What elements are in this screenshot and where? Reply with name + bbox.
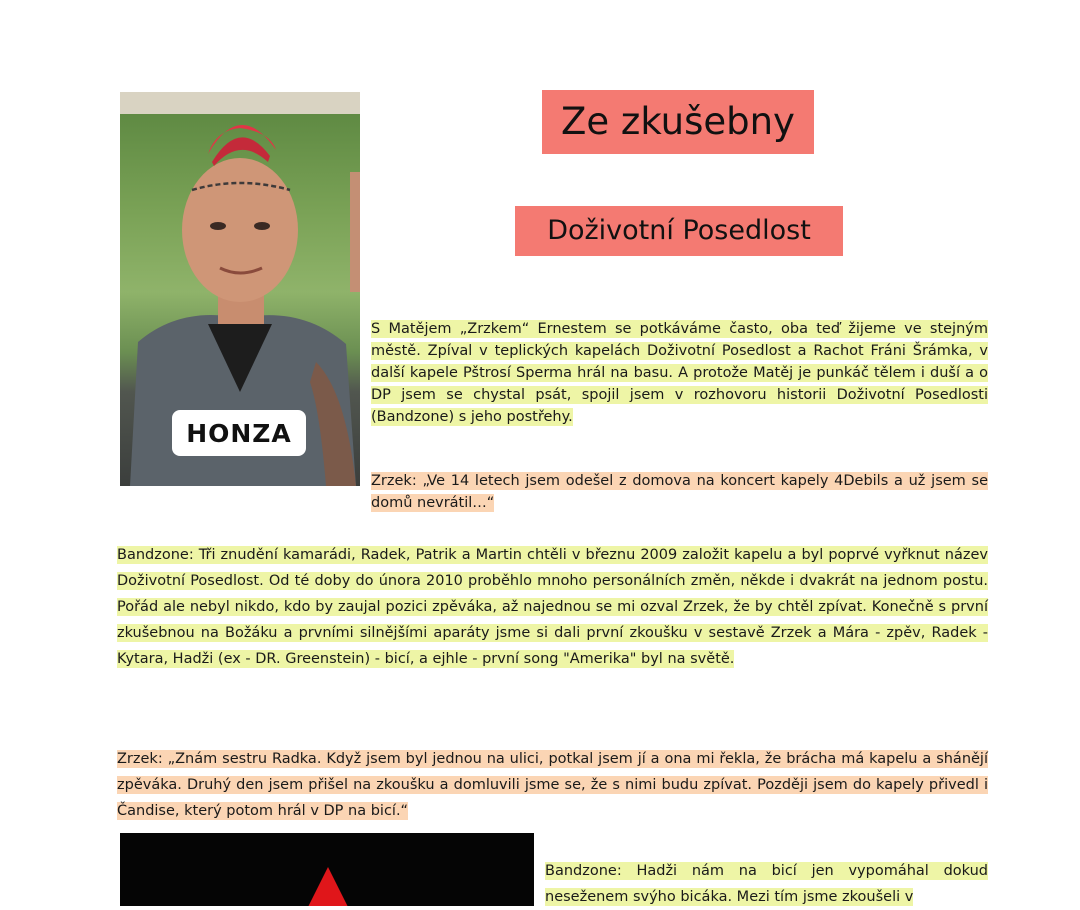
- photo-bg-person: [350, 172, 360, 292]
- bandzone-text-1: Bandzone: Tři znudění kamarádi, Radek, Patrik a Martin chtěli v březnu 2009 založit kapelu a byl poprvé vyřknut název Doživotní Posedlost. Od té doby do února 2010 proběhlo mnoho personálních změn, někde i dvakrát na jednom postu. Pořád ale nebyl nikdo, kdo by zaujal pozici zpěváka, až najednou se mi ozval Zrzek, že by chtěl zpívat. Konečně s první zkušebnou na Božáku a prvními silnějšími aparáty jsme si dali první zkoušku v sestavě Zrzek a Mára - zpěv, Radek - Kytara, Hadži (ex - DR. Greenstein) - bicí, a ejhle - první song "Amerika" byl na světě.: [117, 547, 988, 667]
- red-triangle-shape: [304, 867, 352, 906]
- quote-text-2: Zrzek: „Znám sestru Radka. Když jsem byl jednou na ulici, potkal jsem jí a ona mi řekla, že brácha má kapelu a shánějí zpěváka. Druhý den jsem přišel na zkoušku a domluvili jsme se, že s nimi budu zpívat. Později jsem do kapely přivedl i Čandise, který potom hrál v DP na bicí.“: [117, 751, 988, 819]
- page-subtitle: Doživotní Posedlost: [515, 206, 843, 256]
- bandzone-paragraph-1: [117, 542, 988, 672]
- bandzone-paragraph-2: [545, 858, 988, 910]
- band-logo-image: [120, 833, 534, 906]
- head-shape: [182, 158, 298, 302]
- intro-text: S Matějem „Zrzkem“ Ernestem se potkáváme často, oba teď žijeme ve stejným městě. Zpíval v teplických kapelách Doživotní Posedlost a Rachot Fráni Šrámka, v další kapele Pštrosí Sperma hrál na basu. A protože Matěj je punkáč tělem i duší a o DP jsem se chystal psát, spojil jsem v rozhovoru historii Doživotní Posedlosti (Bandzone) s jeho postřehy.: [371, 321, 988, 425]
- quote-paragraph-2: [117, 746, 988, 824]
- quote-paragraph-1: [371, 470, 988, 514]
- quote-text-1: Zrzek: „Ve 14 letech jsem odešel z domova na koncert kapely 4Debils a už jsem se domů nevrátil…“: [371, 473, 988, 511]
- bandzone-text-2: Bandzone: Hadži nám na bicí jen vypomáhal dokud neseženem svýho bicáka. Mezi tím jsme zkoušeli v: [545, 863, 988, 905]
- page-title: Ze zkušebny: [542, 90, 814, 154]
- right-eye: [254, 222, 270, 230]
- intro-paragraph: [371, 318, 988, 428]
- photo-caption: HONZA: [172, 410, 306, 456]
- portrait-photo: [120, 92, 360, 486]
- left-eye: [210, 222, 226, 230]
